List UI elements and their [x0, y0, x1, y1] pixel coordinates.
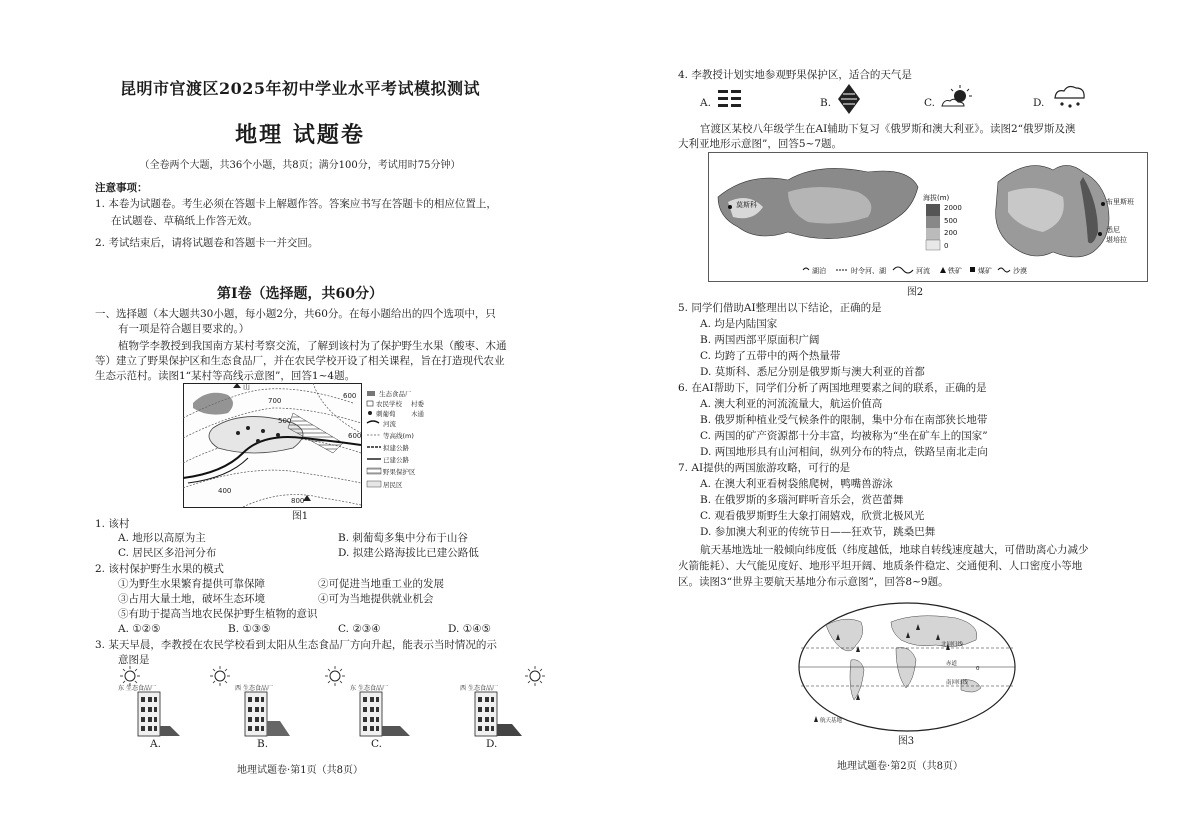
legend-coal: 煤矿: [978, 267, 992, 275]
q6-option-d: D. 两国地形具有山河相间，纵列分布的特点，铁路呈南北走向: [700, 446, 988, 458]
legend-iron-ore: 铁矿: [948, 267, 962, 275]
passage-line-3: 生态示范村。读图1“某村等高线示意图”，回答1~4题。: [95, 370, 356, 382]
q4-label-a: A.: [700, 97, 711, 109]
q6-option-c: C. 两国的矿产资源都十分丰富，均被称为“坐在矿车上的国家”: [700, 430, 988, 442]
q2-choice-d: D. ①④⑤: [448, 623, 491, 635]
passage-ai-line-1: 官渡区某校八年级学生在AI辅助下复习《俄罗斯和澳大利亚》。读图2“俄罗斯及澳: [700, 123, 1076, 135]
elevation-0: 0: [944, 242, 949, 250]
q5-option-c: C. 均跨了五带中的两个热量带: [700, 350, 841, 362]
q3-stem: 3. 某天早晨，李教授在农民学校看到太阳从生态食品厂方向升起，能表示当时情况的示: [95, 639, 497, 651]
label-zero-lat: 0: [976, 666, 980, 672]
rain-icon: [1052, 84, 1088, 112]
sandstorm-icon: [838, 84, 860, 114]
section-intro: 一、选择题（本大题共30小题，每小题2分，共60分。在每小题给出的四个选项中，只: [95, 308, 496, 320]
label-sydney: 悉尼: [1106, 226, 1120, 234]
legend-built-road: 已建公路: [383, 456, 409, 464]
contour-label-400: 400: [218, 487, 232, 495]
legend-akebia: 木通: [411, 410, 424, 418]
label-moscow: 莫斯科: [736, 201, 757, 209]
section-intro-cont: 有一项是符合题目要求的。）: [118, 323, 250, 335]
peak-label: 山: [243, 383, 250, 391]
passage-line-1: 植物学李教授到我国南方某村考察交流，了解到该村为了保护野生水果（酸枣、木通: [118, 340, 507, 352]
page-2-footer: 地理试题卷·第2页（共8页）: [837, 761, 963, 772]
q3-label-a: A.: [150, 738, 161, 750]
contour-label-800: 800: [291, 497, 305, 505]
q3-stem-cont: 意图是: [118, 654, 150, 666]
contour-label-700: 700: [268, 397, 282, 405]
passage-line-2: 等）建立了野果保护区和生态食品厂，并在农民学校开设了相关课程，旨在打造现代农业: [95, 355, 505, 367]
q5-option-a: A. 均是内陆国家: [700, 318, 778, 330]
q6-option-a: A. 澳大利亚的河流流量大，航运价值高: [700, 398, 883, 410]
passage-space-line-1: 航天基地选址一般倾向纬度低（纬度越低，地球自转线速度越大，可借助离心力减少: [700, 544, 1089, 556]
q5-stem: 5. 同学们借助AI整理出以下结论，正确的是: [678, 302, 882, 314]
contour-label-600b: 600: [348, 432, 362, 440]
legend-residential: 居民区: [383, 481, 403, 489]
fog-icon: [718, 88, 744, 110]
elevation-200: 200: [944, 229, 958, 237]
q4-label-c: C.: [924, 97, 935, 109]
q4-label-d: D.: [1033, 97, 1045, 109]
q2-statement-5: ⑤有助于提高当地农民保护野生植物的意识: [118, 608, 318, 620]
q3-option-b-figure: [210, 666, 290, 736]
q2-choice-c: C. ②③④: [338, 623, 381, 635]
q4-label-b: B.: [820, 97, 832, 109]
figure-2-caption: 图2: [906, 287, 924, 298]
q2-choice-b: B. ①③⑤: [228, 623, 271, 635]
svg-text:东: 东: [118, 685, 125, 692]
svg-text:生态食品厂: 生态食品厂: [358, 685, 389, 692]
legend-village-committee: 村委: [411, 400, 424, 408]
legend-lake: 湖泊: [812, 267, 826, 275]
label-canberra: 堪培拉: [1106, 236, 1127, 244]
q7-option-a: A. 在澳大利亚看树袋熊爬树，鸭嘴兽游泳: [700, 478, 893, 490]
q3-options-figures: [110, 666, 550, 738]
q3-label-b: B.: [257, 738, 269, 750]
exam-title: 昆明市官渡区2025年初中学业水平考试模拟测试: [119, 79, 481, 98]
exam-subtitle: 地理 试题卷: [235, 122, 365, 148]
label-equator: 赤道: [946, 661, 958, 667]
notice-item-1-cont: 在试题卷、草稿纸上作答无效。: [111, 215, 258, 227]
legend-school: 农民学校: [376, 400, 402, 408]
legend-desert: 沙漠: [1013, 267, 1027, 275]
contour-label-500: 500: [278, 417, 292, 425]
passage-space-line-2: 火箭能耗）、大气能见度好、地形平坦开阔、地质条件稳定、交通便利、人口密度小等地: [678, 560, 1083, 572]
svg-text:西: 西: [235, 685, 242, 692]
q7-stem: 7. AI提供的两国旅游攻略，可行的是: [678, 462, 851, 474]
svg-text:东: 东: [350, 685, 357, 692]
q2-statement-3: ③占用大量土地，破坏生态环境: [118, 593, 265, 605]
q6-option-b: B. 俄罗斯种植业受气候条件的限制，集中分布在南部狭长地带: [700, 414, 988, 426]
notice-heading: 注意事项：: [95, 182, 148, 194]
page-1-footer: 地理试题卷·第1页（共8页）: [237, 765, 363, 776]
q3-label-c: C.: [371, 738, 382, 750]
q7-option-c: C. 观看俄罗斯野生大象打闹嬉戏，欣赏北极风光: [700, 510, 925, 522]
q5-option-d: D. 莫斯科、悉尼分别是俄罗斯与澳大利亚的首都: [700, 366, 925, 378]
q1-option-b: B. 刺葡萄多集中分布于山谷: [338, 532, 468, 544]
q5-option-b: B. 两国西部平原面积广阔: [700, 334, 820, 346]
q1-stem: 1. 该村: [95, 518, 130, 530]
elevation-500: 500: [944, 217, 958, 225]
notice-item-2: 2. 考试结束后，请将试题卷和答题卡一并交回。: [95, 237, 319, 249]
exam-page-2: [600, 0, 1200, 831]
svg-text:生态食品厂: 生态食品厂: [468, 685, 499, 692]
figure-1-contour-map: [183, 383, 445, 508]
legend-seasonal-river: 时令河、湖: [851, 267, 886, 275]
partly-sunny-icon: [940, 84, 976, 110]
label-tropic-cancer: 北回归线: [941, 642, 964, 648]
q2-stem: 2. 该村保护野生水果的模式: [95, 563, 224, 575]
legend-river: 河流: [383, 420, 396, 428]
q7-option-d: D. 参加澳大利亚的传统节日——狂欢节，跳桑巴舞: [700, 526, 936, 538]
passage-space-line-3: 区。读图3“世界主要航天基地分布示意图”，回答8~9题。: [678, 576, 949, 588]
legend-grape: 刺葡萄: [376, 410, 396, 418]
figure-3-caption: 图3: [897, 736, 915, 747]
section-title: 第Ⅰ卷（选择题，共60分）: [216, 286, 384, 302]
legend-river-2: 河流: [916, 267, 930, 275]
q3-option-c-figure: [325, 666, 410, 736]
label-tropic-capricorn: 南回归线: [946, 680, 969, 686]
q2-statement-1: ①为野生水果繁育提供可靠保障: [118, 578, 265, 590]
q1-option-d: D. 拟建公路海拔比已建公路低: [338, 547, 479, 559]
q1-option-a: A. 地形以高原为主: [118, 532, 206, 544]
legend-fruit-reserve: 野果保护区: [383, 468, 416, 476]
q2-statement-4: ④可为当地提供就业机会: [318, 593, 434, 605]
svg-text:西: 西: [460, 685, 467, 692]
q3-option-d-figure: [460, 666, 545, 736]
notice-item-1: 1. 本卷为试题卷。考生必须在答题卡上解题作答。答案应书写在答题卡的相应位置上，: [95, 198, 497, 210]
legend-factory: 生态食品厂: [379, 390, 412, 398]
passage-ai-line-2: 大利亚地形示意图”，回答5~7题。: [678, 138, 843, 150]
q6-stem: 6. 在AI帮助下，同学们分析了两国地理要素之间的联系，正确的是: [678, 382, 987, 394]
legend-launch-site: 航天基地: [820, 718, 843, 724]
q3-option-a-figure: [118, 666, 180, 736]
svg-text:生态食品厂: 生态食品厂: [126, 685, 157, 692]
figure-2-russia-australia-map: [708, 152, 1148, 282]
legend-contour: 等高线(m): [383, 432, 414, 440]
label-brisbane: 布里斯班: [1106, 198, 1134, 206]
figure-1-caption: 图1: [291, 511, 309, 522]
elevation-title: 海拔(m): [923, 194, 950, 202]
q7-option-b: B. 在俄罗斯的多瑙河畔听音乐会，赏芭蕾舞: [700, 494, 904, 506]
elevation-2000: 2000: [944, 204, 962, 212]
legend-planned-road: 拟建公路: [383, 444, 409, 452]
exam-info: （全卷两个大题，共36个小题，共8页；满分100分，考试用时75分钟）: [139, 160, 461, 171]
contour-label-600: 600: [343, 392, 357, 400]
q3-label-d: D.: [486, 738, 498, 750]
figure-3-world-map: [796, 600, 1018, 734]
q2-statement-2: ②可促进当地重工业的发展: [318, 578, 444, 590]
q4-stem: 4. 李教授计划实地参观野果保护区，适合的天气是: [678, 69, 912, 81]
q1-option-c: C. 居民区多沿河分布: [118, 547, 217, 559]
svg-text:生态食品厂: 生态食品厂: [243, 685, 274, 692]
q2-choice-a: A. ①②⑤: [118, 623, 161, 635]
